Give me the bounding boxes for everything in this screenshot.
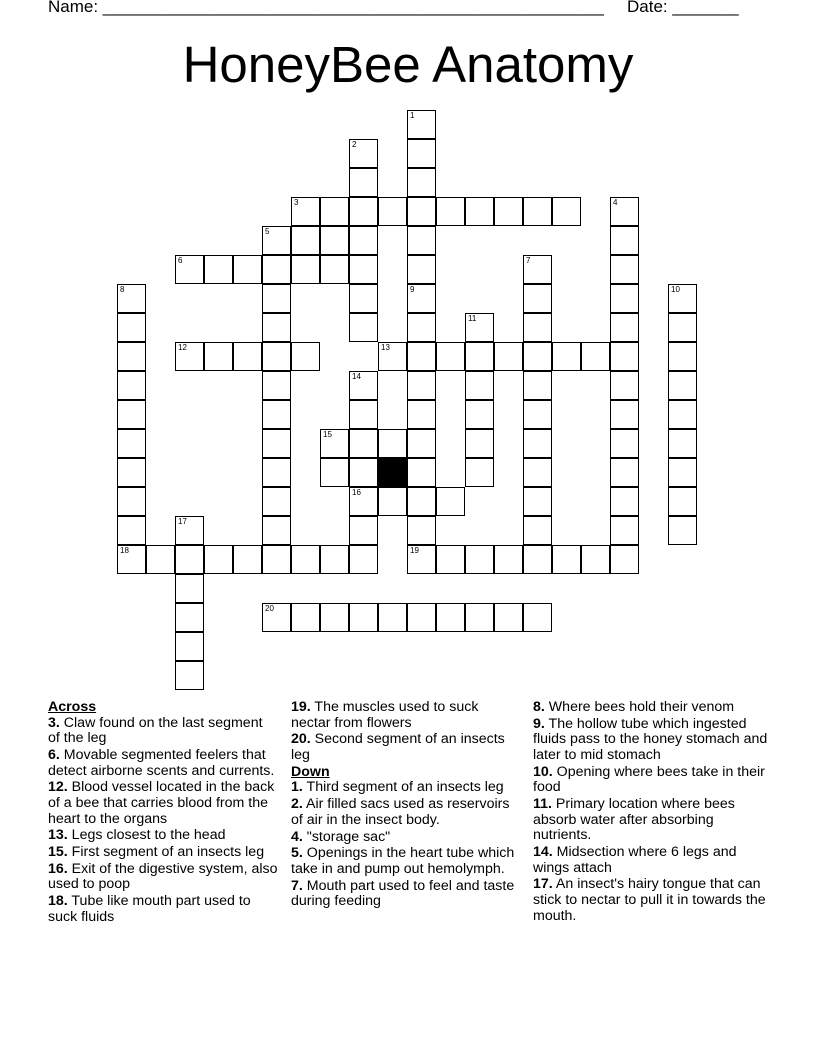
- grid-cell[interactable]: [117, 458, 146, 487]
- grid-cell[interactable]: [349, 487, 378, 516]
- grid-cell[interactable]: [465, 545, 494, 574]
- clue-item-number: 16.: [48, 860, 68, 877]
- grid-cell[interactable]: [523, 371, 552, 400]
- grid-cell[interactable]: [523, 545, 552, 574]
- grid-cell[interactable]: [465, 458, 494, 487]
- page-title: HoneyBee Anatomy: [182, 36, 634, 93]
- clue-item: [291, 732, 521, 763]
- clue-item: [533, 877, 773, 924]
- grid-cell[interactable]: [262, 458, 291, 487]
- grid-cell[interactable]: [668, 400, 697, 429]
- clue-number: 16: [352, 488, 361, 497]
- clue-number: 2: [352, 140, 357, 149]
- grid-cell[interactable]: [407, 487, 436, 516]
- clue-item-number: 20.: [291, 731, 311, 748]
- grid-cell[interactable]: [407, 255, 436, 284]
- grid-cell[interactable]: [610, 516, 639, 545]
- grid-cell[interactable]: [610, 255, 639, 284]
- grid-cell[interactable]: [262, 313, 291, 342]
- grid-cell[interactable]: [204, 255, 233, 284]
- clue-number: 1: [410, 111, 415, 120]
- grid-cell[interactable]: [523, 197, 552, 226]
- clue-item: [291, 797, 521, 828]
- grid-cell[interactable]: [668, 284, 697, 313]
- grid-cell[interactable]: [610, 313, 639, 342]
- grid-cell[interactable]: [204, 342, 233, 371]
- clue-item-text: Claw found on the last segment of the leg: [48, 714, 263, 747]
- grid-cell[interactable]: [349, 429, 378, 458]
- clue-item-number: 19.: [291, 699, 311, 715]
- clue-item-text: Mouth part used to feel and taste during feeding: [291, 877, 515, 910]
- grid-cell[interactable]: [233, 255, 262, 284]
- grid-cell[interactable]: [349, 516, 378, 545]
- grid-cell[interactable]: [320, 545, 349, 574]
- clue-number: 11: [468, 314, 477, 323]
- clue-item-text: Legs closest to the head: [67, 827, 226, 844]
- grid-cell[interactable]: [523, 458, 552, 487]
- clue-item: [48, 845, 278, 861]
- clue-item: [533, 845, 773, 876]
- clue-number: 4: [613, 198, 618, 207]
- across-clue-list: [48, 716, 278, 926]
- clue-item-text: The hollow tube which ingested fluids pass to the honey stomach and later to mid stomach: [533, 715, 768, 763]
- clue-item-text: The muscles used to suck nectar from flowers: [291, 699, 479, 731]
- grid-cell[interactable]: [291, 197, 320, 226]
- clue-item-text: Blood vessel located in the back of a bee that carries blood from the heart to the organs: [48, 779, 275, 827]
- grid-cell[interactable]: [407, 226, 436, 255]
- clue-column-2: [291, 700, 521, 911]
- grid-cell[interactable]: [291, 342, 320, 371]
- grid-cell[interactable]: [407, 168, 436, 197]
- clue-item-number: 8.: [533, 699, 545, 715]
- grid-cell[interactable]: [407, 545, 436, 574]
- grid-cell[interactable]: [407, 458, 436, 487]
- grid-cell[interactable]: [320, 429, 349, 458]
- grid-cell[interactable]: [117, 487, 146, 516]
- grid-cell[interactable]: [262, 342, 291, 371]
- grid-cell[interactable]: [668, 371, 697, 400]
- grid-cell[interactable]: [523, 313, 552, 342]
- grid-cell[interactable]: [494, 342, 523, 371]
- clue-item-text: Midsection where 6 legs and wings attach: [533, 844, 737, 876]
- grid-cell[interactable]: [349, 371, 378, 400]
- clue-number: 7: [526, 256, 531, 265]
- grid-cell[interactable]: [349, 139, 378, 168]
- grid-cell[interactable]: [175, 516, 204, 545]
- grid-cell[interactable]: [349, 458, 378, 487]
- grid-cell[interactable]: [262, 226, 291, 255]
- grid-cell[interactable]: [175, 255, 204, 284]
- clue-item: [533, 700, 773, 716]
- clue-item: [48, 748, 278, 779]
- clue-item: [533, 717, 773, 764]
- clue-item-text: "storage sac": [302, 828, 391, 845]
- grid-cell[interactable]: [407, 429, 436, 458]
- grid-cell[interactable]: [117, 429, 146, 458]
- grid-cell[interactable]: [465, 603, 494, 632]
- grid-cell[interactable]: [523, 429, 552, 458]
- grid-cell[interactable]: [610, 197, 639, 226]
- black-cell: [378, 458, 407, 487]
- grid-cell[interactable]: [436, 342, 465, 371]
- down-clue-list: [291, 780, 521, 910]
- clue-number: 12: [178, 343, 187, 352]
- grid-cell[interactable]: [349, 603, 378, 632]
- grid-cell[interactable]: [465, 342, 494, 371]
- grid-cell[interactable]: [407, 197, 436, 226]
- clue-item: [291, 700, 521, 731]
- grid-cell[interactable]: [291, 603, 320, 632]
- clue-item-text: Exit of the digestive system, also used to poop: [48, 860, 278, 893]
- clue-number: 19: [410, 546, 419, 555]
- grid-cell[interactable]: [668, 458, 697, 487]
- grid-cell[interactable]: [610, 429, 639, 458]
- grid-cell[interactable]: [378, 603, 407, 632]
- grid-cell[interactable]: [262, 255, 291, 284]
- grid-cell[interactable]: [494, 603, 523, 632]
- grid-cell[interactable]: [117, 545, 146, 574]
- clue-item-text: An insect's hairy tongue that can stick to nectar to pull it in towards the mouth.: [533, 876, 766, 924]
- clue-number: 8: [120, 285, 125, 294]
- grid-cell[interactable]: [262, 371, 291, 400]
- grid-cell[interactable]: [175, 342, 204, 371]
- clue-item-text: Primary location where bees absorb water after absorbing nutrients.: [533, 796, 735, 844]
- grid-cell[interactable]: [610, 458, 639, 487]
- clue-item-number: 11.: [533, 796, 552, 813]
- name-field[interactable]: Name: _____________________________________________________: [48, 0, 604, 16]
- grid-cell[interactable]: [349, 545, 378, 574]
- clue-item-number: 2.: [291, 796, 303, 813]
- clue-item-text: Tube like mouth part used to suck fluids: [48, 893, 251, 925]
- clue-item: [533, 797, 773, 844]
- grid-cell[interactable]: [465, 313, 494, 342]
- grid-cell[interactable]: [436, 197, 465, 226]
- grid-cell[interactable]: [175, 603, 204, 632]
- grid-cell[interactable]: [291, 226, 320, 255]
- clue-item-number: 1.: [291, 779, 303, 796]
- grid-cell[interactable]: [465, 400, 494, 429]
- clue-number: 17: [178, 517, 187, 526]
- grid-cell[interactable]: [436, 545, 465, 574]
- grid-cell[interactable]: [117, 400, 146, 429]
- grid-cell[interactable]: [523, 284, 552, 313]
- clue-item-number: 15.: [48, 844, 68, 861]
- clue-item-text: Third segment of an insects leg: [302, 779, 504, 796]
- clue-number: 5: [265, 227, 270, 236]
- grid-cell[interactable]: [204, 545, 233, 574]
- clue-item-number: 12.: [48, 779, 68, 796]
- clue-item-number: 9.: [533, 715, 545, 732]
- clue-item-text: Air filled sacs used as reservoirs of air in the insect body.: [291, 796, 510, 828]
- clue-column-3: [533, 700, 773, 925]
- down-clue-list-continued: [533, 700, 773, 924]
- grid-cell[interactable]: [610, 400, 639, 429]
- grid-cell[interactable]: [233, 545, 262, 574]
- clue-number: 20: [265, 604, 274, 613]
- grid-cell[interactable]: [320, 197, 349, 226]
- grid-cell[interactable]: [407, 371, 436, 400]
- grid-cell[interactable]: [552, 342, 581, 371]
- grid-cell[interactable]: [349, 313, 378, 342]
- grid-cell[interactable]: [349, 197, 378, 226]
- grid-cell[interactable]: [117, 516, 146, 545]
- grid-cell[interactable]: [407, 110, 436, 139]
- grid-cell[interactable]: [320, 458, 349, 487]
- grid-cell[interactable]: [291, 255, 320, 284]
- clue-item-number: 13.: [48, 827, 68, 844]
- grid-cell[interactable]: [262, 516, 291, 545]
- grid-cell[interactable]: [668, 313, 697, 342]
- grid-cell[interactable]: [349, 226, 378, 255]
- clue-item: [48, 780, 278, 827]
- grid-cell[interactable]: [523, 487, 552, 516]
- grid-cell[interactable]: [291, 545, 320, 574]
- clue-column-1: [48, 700, 278, 927]
- grid-cell[interactable]: [494, 545, 523, 574]
- grid-cell[interactable]: [407, 342, 436, 371]
- grid-cell[interactable]: [552, 545, 581, 574]
- clue-item-number: 3.: [48, 714, 60, 731]
- clue-item: [291, 846, 521, 877]
- grid-cell[interactable]: [668, 429, 697, 458]
- grid-cell[interactable]: [407, 313, 436, 342]
- clue-item-text: Opening where bees take in their food: [533, 763, 765, 796]
- grid-cell[interactable]: [320, 226, 349, 255]
- grid-cell[interactable]: [146, 545, 175, 574]
- grid-cell[interactable]: [378, 429, 407, 458]
- grid-cell[interactable]: [465, 429, 494, 458]
- clue-item-number: 7.: [291, 877, 303, 894]
- grid-cell[interactable]: [117, 371, 146, 400]
- clue-number: 18: [120, 546, 129, 555]
- grid-cell[interactable]: [349, 400, 378, 429]
- clue-item-text: Movable segmented feelers that detect airborne scents and currents.: [48, 746, 275, 779]
- grid-cell[interactable]: [581, 342, 610, 371]
- clue-item: [291, 879, 521, 910]
- grid-cell[interactable]: [175, 661, 204, 690]
- grid-cell[interactable]: [610, 545, 639, 574]
- date-field[interactable]: Date: _______: [627, 0, 739, 16]
- grid-cell[interactable]: [610, 284, 639, 313]
- clue-number: 3: [294, 198, 299, 207]
- grid-cell[interactable]: [262, 400, 291, 429]
- grid-cell[interactable]: [610, 226, 639, 255]
- grid-cell[interactable]: [465, 371, 494, 400]
- clue-item-number: 4.: [291, 828, 303, 845]
- grid-cell[interactable]: [262, 284, 291, 313]
- grid-cell[interactable]: [523, 516, 552, 545]
- grid-cell[interactable]: [552, 197, 581, 226]
- grid-cell[interactable]: [407, 400, 436, 429]
- clue-item-number: 14.: [533, 844, 553, 861]
- grid-cell[interactable]: [175, 574, 204, 603]
- clue-item-number: 10.: [533, 763, 553, 780]
- grid-cell[interactable]: [320, 255, 349, 284]
- grid-cell[interactable]: [494, 197, 523, 226]
- grid-cell[interactable]: [175, 545, 204, 574]
- clue-item: [533, 765, 773, 796]
- clue-item-number: 18.: [48, 893, 68, 910]
- grid-cell[interactable]: [378, 342, 407, 371]
- grid-cell[interactable]: [668, 487, 697, 516]
- across-clue-list-continued: [291, 700, 521, 764]
- across-heading: Across: [48, 699, 97, 715]
- grid-cell[interactable]: [407, 603, 436, 632]
- clue-item-number: 17.: [533, 876, 553, 893]
- grid-cell[interactable]: [610, 487, 639, 516]
- clue-item-number: 6.: [48, 746, 60, 763]
- grid-cell[interactable]: [436, 603, 465, 632]
- grid-cell[interactable]: [407, 284, 436, 313]
- grid-cell[interactable]: [378, 487, 407, 516]
- clue-number: 9: [410, 285, 415, 294]
- clue-item: [48, 828, 278, 844]
- grid-cell[interactable]: [117, 342, 146, 371]
- clue-item: [48, 716, 278, 747]
- clue-item: [48, 894, 278, 925]
- clue-item: [291, 780, 521, 796]
- grid-cell[interactable]: [262, 603, 291, 632]
- grid-cell[interactable]: [378, 197, 407, 226]
- grid-cell[interactable]: [349, 255, 378, 284]
- grid-cell[interactable]: [117, 284, 146, 313]
- clue-number: 10: [671, 285, 680, 294]
- grid-cell[interactable]: [436, 487, 465, 516]
- grid-cell[interactable]: [320, 603, 349, 632]
- grid-cell[interactable]: [581, 545, 610, 574]
- grid-cell[interactable]: [668, 516, 697, 545]
- grid-cell[interactable]: [117, 313, 146, 342]
- grid-cell[interactable]: [523, 603, 552, 632]
- grid-cell[interactable]: [610, 371, 639, 400]
- grid-cell[interactable]: [349, 168, 378, 197]
- down-heading: Down: [291, 763, 330, 780]
- grid-cell[interactable]: [668, 342, 697, 371]
- clue-number: 6: [178, 256, 183, 265]
- clue-item-text: First segment of an insects leg: [67, 844, 265, 861]
- grid-cell[interactable]: [523, 255, 552, 284]
- grid-cell[interactable]: [610, 342, 639, 371]
- clue-item: [48, 862, 278, 893]
- grid-cell[interactable]: [262, 487, 291, 516]
- clue-number: 13: [381, 343, 390, 352]
- grid-cell[interactable]: [175, 632, 204, 661]
- clue-item-text: Second segment of an insects leg: [291, 731, 505, 763]
- grid-cell[interactable]: [262, 429, 291, 458]
- clue-item-text: Openings in the heart tube which take in and pump out hemolymph.: [291, 845, 515, 877]
- grid-cell[interactable]: [523, 342, 552, 371]
- clue-number: 15: [323, 430, 332, 439]
- clue-number: 14: [352, 372, 361, 381]
- clue-item-number: 5.: [291, 845, 303, 862]
- grid-cell[interactable]: [465, 197, 494, 226]
- clue-item: [291, 830, 521, 846]
- grid-cell[interactable]: [349, 284, 378, 313]
- grid-cell[interactable]: [407, 139, 436, 168]
- grid-cell[interactable]: [523, 400, 552, 429]
- grid-cell[interactable]: [233, 342, 262, 371]
- clue-item-text: Where bees hold their venom: [544, 699, 735, 715]
- grid-cell[interactable]: [407, 516, 436, 545]
- grid-cell[interactable]: [262, 545, 291, 574]
